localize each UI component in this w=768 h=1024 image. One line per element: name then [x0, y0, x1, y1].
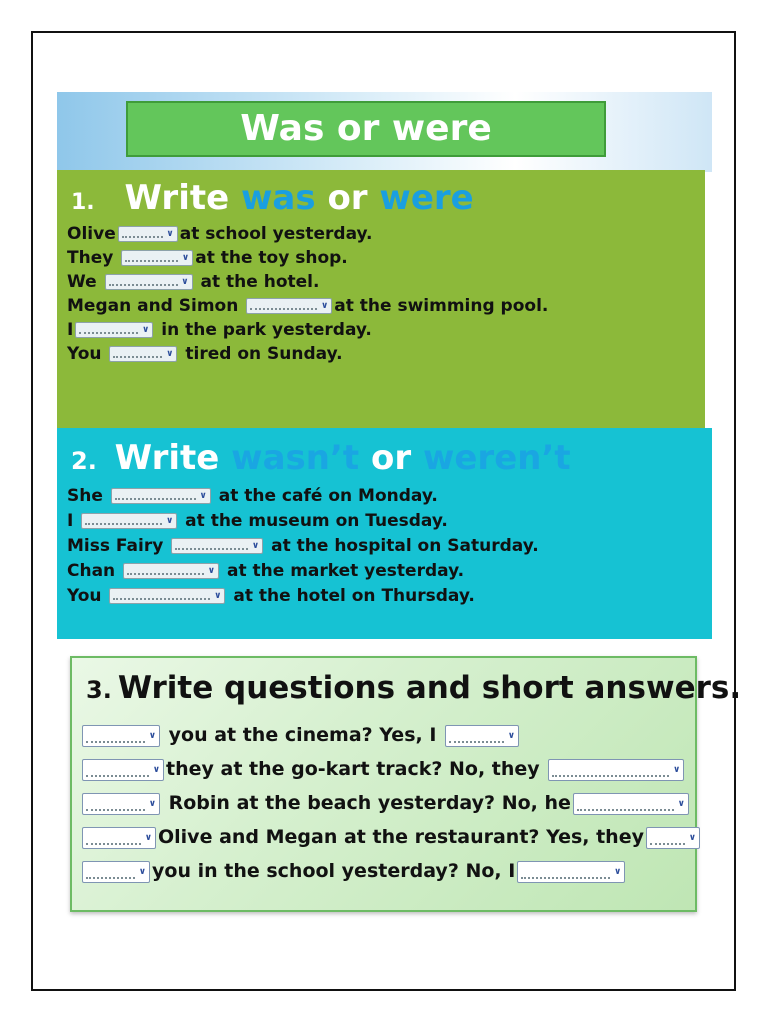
list-item [80, 790, 691, 816]
section1-write: Write [124, 178, 230, 218]
list-item [67, 247, 348, 269]
sentence-start: I [67, 511, 74, 531]
list-item [80, 756, 686, 782]
list-item [67, 295, 548, 317]
sentence-start: You [67, 586, 102, 606]
answer-dropdown[interactable] [111, 488, 211, 504]
answer-text: Yes, I [379, 724, 437, 746]
list-item [67, 223, 373, 245]
section1-word1: was [241, 178, 316, 218]
sentence-end: at the market yesterday. [227, 561, 465, 581]
section-wasnt-werent [57, 428, 712, 639]
answer-dropdown[interactable] [246, 298, 332, 314]
chevron-down-icon [214, 590, 221, 602]
question-dropdown[interactable] [82, 793, 160, 815]
list-item [67, 585, 475, 607]
chevron-down-icon [508, 730, 515, 742]
section1-number: 1. [71, 190, 95, 215]
question-dropdown[interactable] [82, 827, 156, 849]
list-item [67, 319, 372, 341]
section3-heading [86, 670, 741, 706]
question-dropdown[interactable] [82, 861, 150, 883]
list-item [67, 510, 448, 532]
list-item [67, 343, 343, 365]
chevron-down-icon [149, 730, 156, 742]
question-text: Olive and Megan at the restaurant? [158, 826, 540, 848]
section1-word2: were [379, 178, 474, 218]
sentence-end: at the museum on Tuesday. [185, 511, 448, 531]
section2-heading [71, 438, 571, 478]
section1-heading [71, 178, 474, 218]
answer-dropdown[interactable] [109, 588, 225, 604]
list-item [67, 560, 464, 582]
section3-number: 3. [86, 676, 112, 704]
answer-dropdown[interactable] [121, 250, 193, 266]
sentence-end: at the hotel on Thursday. [233, 586, 475, 606]
question-text: you in the school yesterday? [152, 860, 459, 882]
list-item [80, 824, 702, 850]
section1-or: or [327, 178, 368, 218]
question-text: Robin at the beach yesterday? [168, 792, 496, 814]
sentence-start: Olive [67, 224, 116, 244]
question-text: you at the cinema? [168, 724, 373, 746]
sentence-end: at the toy shop. [195, 248, 348, 268]
answer-text: No, he [501, 792, 571, 814]
sentence-end: at the café on Monday. [218, 486, 438, 506]
section2-number: 2. [71, 447, 97, 475]
chevron-down-icon [166, 228, 173, 240]
answer-text: No, they [449, 758, 540, 780]
chevron-down-icon [139, 866, 146, 878]
section-questions-answers [70, 656, 742, 912]
answer-dropdown[interactable] [573, 793, 689, 815]
question-dropdown[interactable] [82, 759, 164, 781]
answer-dropdown[interactable] [171, 538, 263, 554]
answer-text: No, I [465, 860, 516, 882]
sentence-start: You [67, 344, 102, 364]
sentence-end: at the hotel. [200, 272, 320, 292]
list-item [67, 271, 319, 293]
answer-text: Yes, they [546, 826, 644, 848]
chevron-down-icon [208, 565, 215, 577]
question-dropdown[interactable] [82, 725, 160, 747]
sentence-start: Chan [67, 561, 116, 581]
chevron-down-icon [145, 832, 152, 844]
chevron-down-icon [153, 764, 160, 776]
answer-dropdown[interactable] [81, 513, 177, 529]
question-text: they at the go-kart track? [166, 758, 443, 780]
sentence-start: Megan and Simon [67, 296, 239, 316]
chevron-down-icon [673, 764, 680, 776]
section2-write: Write [114, 438, 220, 478]
sentence-start: She [67, 486, 103, 506]
chevron-down-icon [689, 832, 696, 844]
chevron-down-icon [166, 515, 173, 527]
section2-word2: weren’t [422, 438, 571, 478]
list-item [67, 485, 438, 507]
answer-dropdown[interactable] [123, 563, 219, 579]
answer-dropdown[interactable] [445, 725, 519, 747]
section2-word1: wasn’t [231, 438, 360, 478]
sentence-start: I [67, 320, 74, 340]
chevron-down-icon [200, 490, 207, 502]
answer-dropdown[interactable] [118, 226, 178, 242]
chevron-down-icon [181, 276, 188, 288]
sentence-end: in the park yesterday. [161, 320, 372, 340]
sentence-start: Miss Fairy [67, 536, 164, 556]
sentence-start: We [67, 272, 97, 292]
answer-dropdown[interactable] [75, 322, 153, 338]
answer-dropdown[interactable] [548, 759, 684, 781]
answer-dropdown[interactable] [105, 274, 193, 290]
sentence-start: They [67, 248, 114, 268]
chevron-down-icon [166, 348, 173, 360]
list-item [80, 858, 627, 884]
answer-dropdown[interactable] [109, 346, 177, 362]
chevron-down-icon [182, 252, 189, 264]
sentence-end: at the hospital on Saturday. [271, 536, 539, 556]
chevron-down-icon [149, 798, 156, 810]
sentence-end: tired on Sunday. [185, 344, 343, 364]
page-title: Was or were [126, 101, 606, 157]
chevron-down-icon [614, 866, 621, 878]
sentence-end: at the swimming pool. [334, 296, 549, 316]
sentence-end: at school yesterday. [179, 224, 373, 244]
chevron-down-icon [142, 324, 149, 336]
chevron-down-icon [321, 300, 328, 312]
section-was-were [57, 170, 705, 428]
list-item [80, 722, 521, 748]
section3-title: Write questions and short answers. [117, 670, 742, 706]
chevron-down-icon [252, 540, 259, 552]
list-item [67, 535, 539, 557]
answer-dropdown[interactable] [517, 861, 625, 883]
answer-dropdown[interactable] [646, 827, 700, 849]
section2-or: or [370, 438, 412, 478]
chevron-down-icon [678, 798, 685, 810]
